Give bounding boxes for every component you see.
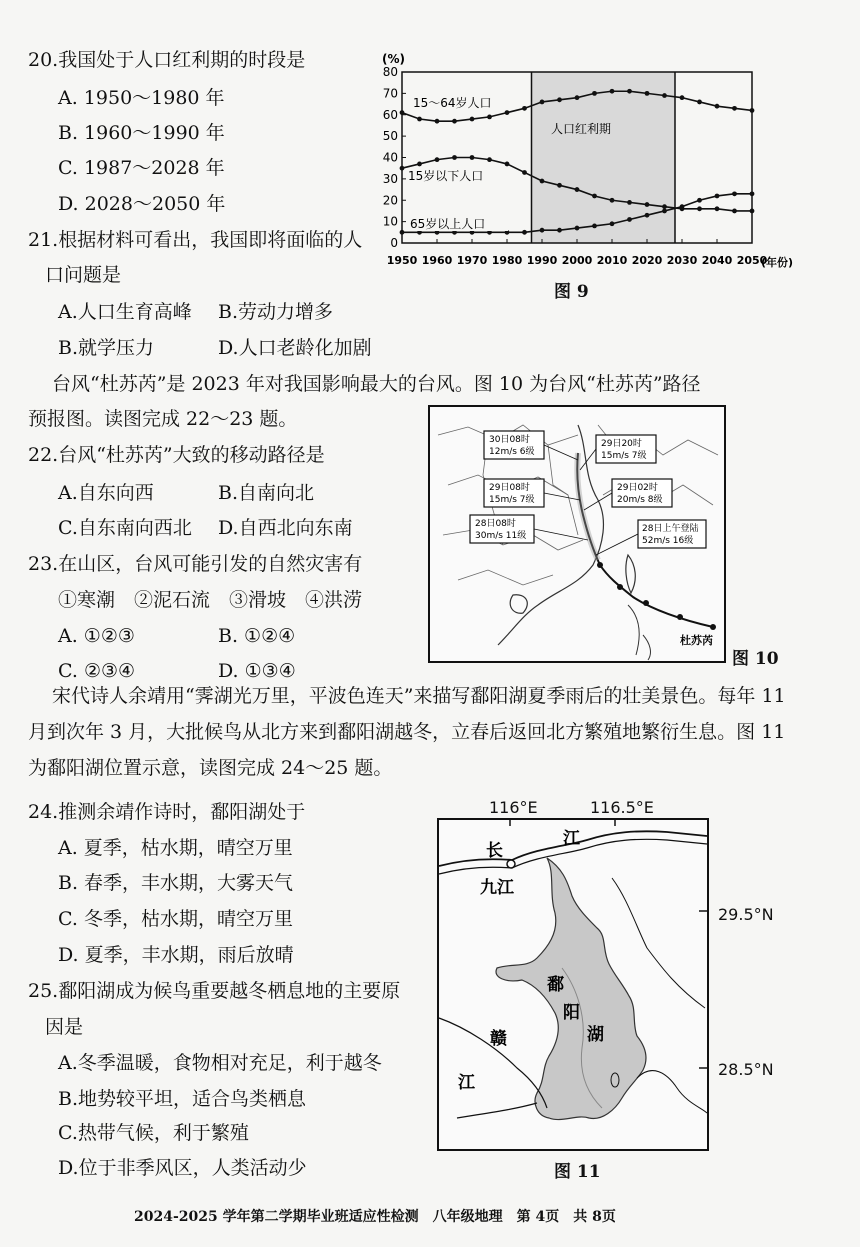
fig9-caption: 图 9: [554, 282, 589, 302]
data-point: [732, 191, 737, 196]
data-point: [540, 228, 545, 233]
data-point: [487, 157, 492, 162]
dividend-period-label: 人口红利期: [551, 122, 612, 136]
y-tick-label: 50: [382, 129, 398, 144]
data-point: [750, 108, 755, 113]
lat-label-29-5: 29.5°N: [718, 905, 774, 924]
data-point: [697, 100, 702, 105]
data-point: [697, 206, 702, 211]
y-tick-label: 10: [382, 214, 398, 229]
q20-option-c: C. 1987～2028 年: [58, 157, 225, 179]
jiujiang-city-dot: [507, 860, 515, 868]
population-age-chart: [368, 50, 804, 282]
x-tick-label: 2010: [596, 254, 628, 267]
track-box-info: 30m/s 11级: [475, 531, 527, 541]
q23-items: ①寒潮 ②泥石流 ③滑坡 ④洪涝: [58, 589, 363, 611]
fig11-caption: 图 11: [554, 1162, 601, 1182]
q22-option-c: C.自东南向西北: [58, 517, 192, 539]
track-box-time: 30日08时: [489, 435, 530, 445]
typhoon-track-map: [428, 405, 726, 663]
data-point: [417, 117, 422, 122]
lat-label-28-5: 28.5°N: [718, 1060, 774, 1079]
q24-option-a: A. 夏季，枯水期，晴空万里: [58, 837, 293, 859]
data-point: [400, 110, 405, 115]
y-tick-label: 60: [382, 107, 398, 122]
data-point: [680, 204, 685, 209]
q21-option-b: B.劳动力增多: [218, 301, 334, 323]
q24-option-c: C. 冬季，枯水期，晴空万里: [58, 908, 293, 930]
data-point: [417, 162, 422, 167]
river-char: 江: [563, 829, 580, 849]
data-point: [452, 119, 457, 124]
data-point: [592, 224, 597, 229]
data-point: [680, 95, 685, 100]
q20-option-d: D. 2028～2050 年: [58, 193, 226, 215]
q20-option-b: B. 1960～1990 年: [58, 122, 225, 144]
lake-char: 鄱: [547, 975, 564, 995]
q23-option-b: B. ①②④: [218, 625, 296, 647]
x-tick-label: 2000: [561, 254, 593, 267]
data-point: [522, 230, 527, 235]
track-box-info: 52m/s 16级: [642, 536, 694, 546]
data-point: [732, 106, 737, 111]
data-point: [662, 93, 667, 98]
data-point: [452, 155, 457, 160]
data-point: [557, 97, 562, 102]
series-label-under-15: 15岁以下人口: [408, 169, 484, 183]
data-point: [435, 119, 440, 124]
q21-option-d: D.人口老龄化加剧: [218, 337, 372, 359]
data-point: [592, 91, 597, 96]
data-point: [627, 89, 632, 94]
q21-stem: 21.根据材料可看出，我国即将面临的人: [28, 229, 363, 251]
q21-option-a: A.人口生育高峰: [58, 301, 192, 323]
data-point: [645, 202, 650, 207]
lake-char: 阳: [563, 1003, 580, 1023]
q22-stem: 22.台风“杜苏芮”大致的移动路径是: [28, 444, 325, 466]
q25-option-c: C.热带气候，利于繁殖: [58, 1122, 249, 1144]
data-point: [435, 157, 440, 162]
x-tick-label: 2020: [631, 254, 663, 267]
q24-option-b: B. 春季，丰水期，大雾天气: [58, 872, 294, 894]
track-box-time: 29日08时: [489, 483, 530, 493]
x-tick-label: 1970: [456, 254, 488, 267]
data-point: [715, 104, 720, 109]
y-tick-label: 0: [390, 236, 398, 250]
x-tick-label: 1960: [421, 254, 453, 267]
q21-option-c: B.就学压力: [58, 337, 155, 359]
series-label-15-64: 15～64岁人口: [413, 96, 492, 110]
track-box-time: 28日08时: [475, 519, 516, 529]
data-point: [505, 110, 510, 115]
passage24: 宋代诗人余靖用“霁湖光万里，平波色连天”来描写鄱阳湖夏季雨后的壮美景色。每年 11 月到次年 3 月，大批候鸟从北方来到鄱阳湖越冬，立春后返回北方繁殖地繁衍生息。图 11 为鄱阳湖位置示意，读图完成 24～25 题。: [28, 685, 786, 779]
data-point: [715, 206, 720, 211]
q25-stem-cont: 因是: [45, 1016, 84, 1038]
q22-option-b: B.自南向北: [218, 482, 315, 504]
data-point: [557, 183, 562, 188]
data-point: [662, 209, 667, 214]
river-char: 江: [458, 1073, 475, 1093]
x-tick-label: 1950: [386, 254, 418, 267]
poyang-lake-map: [437, 818, 709, 1151]
q24-stem: 24.推测余靖作诗时，鄱阳湖处于: [28, 801, 306, 823]
data-point: [540, 179, 545, 184]
y-tick-label: 30: [382, 171, 398, 186]
page-footer: 2024-2025 学年第二学期毕业班适应性检测 八年级地理 第 4页 共 8页: [134, 1209, 616, 1225]
data-point: [557, 228, 562, 233]
passage22-line1: 台风“杜苏芮”是 2023 年对我国影响最大的台风。图 10 为台风“杜苏芮”路径: [52, 373, 701, 395]
lon-label-116: 116°E: [489, 798, 538, 817]
x-tick-label: 2040: [701, 254, 733, 267]
data-point: [400, 166, 405, 171]
track-box-info: 15m/s 7级: [601, 451, 647, 461]
data-point: [715, 194, 720, 199]
data-point: [697, 198, 702, 203]
river-char: 赣: [490, 1029, 507, 1049]
data-point: [592, 194, 597, 199]
x-tick-label: 2050: [736, 254, 768, 267]
data-point: [487, 114, 492, 119]
track-box-time: 28日上午登陆: [642, 524, 699, 534]
x-tick-label: 1990: [526, 254, 558, 267]
dividend-period-region: [532, 72, 676, 243]
data-point: [750, 209, 755, 214]
data-point: [645, 213, 650, 218]
q25-option-b: B.地势较平坦，适合鸟类栖息: [58, 1088, 307, 1110]
track-box-info: 20m/s 8级: [617, 495, 663, 505]
data-point: [645, 91, 650, 96]
q25-stem: 25.鄱阳湖成为候鸟重要越冬栖息地的主要原: [28, 980, 401, 1002]
series-label-65-plus: 65岁以上人口: [410, 217, 486, 231]
y-tick-label: 80: [382, 65, 398, 79]
data-point: [575, 187, 580, 192]
data-point: [470, 117, 475, 122]
passage22-line2: 预报图。读图完成 22～23 题。: [28, 408, 298, 430]
q23-stem: 23.在山区，台风可能引发的自然灾害有: [28, 553, 363, 575]
river-char: 长: [486, 841, 503, 861]
lake-char: 湖: [587, 1025, 604, 1045]
q22-option-d: D.自西北向东南: [218, 517, 353, 539]
x-tick-label: 1980: [491, 254, 523, 267]
y-axis-unit: (%): [382, 52, 405, 66]
y-tick-label: 20: [382, 193, 398, 208]
q25-option-d: D.位于非季风区，人类活动少: [58, 1157, 307, 1179]
jiujiang-label: 九江: [480, 878, 514, 898]
q23-option-a: A. ①②③: [58, 625, 135, 647]
data-point: [662, 204, 667, 209]
data-point: [732, 209, 737, 214]
data-point: [610, 89, 615, 94]
q23-option-c: C. ②③④: [58, 660, 136, 682]
track-box-time: 29日02时: [617, 483, 658, 493]
q24-option-d: D. 夏季，丰水期，雨后放晴: [58, 944, 294, 966]
q23-option-d: D. ①③④: [218, 660, 296, 682]
data-point: [610, 198, 615, 203]
q22-option-a: A.自东向西: [58, 482, 154, 504]
data-point: [575, 226, 580, 231]
q25-option-a: A.冬季温暖，食物相对充足，利于越冬: [58, 1052, 382, 1074]
data-point: [610, 221, 615, 226]
data-point: [522, 170, 527, 175]
typhoon-name-label: 杜苏芮: [680, 634, 713, 647]
x-axis-unit: (年份): [761, 256, 794, 269]
track-box-info: 15m/s 7级: [489, 495, 535, 505]
track-box-info: 12m/s 6级: [489, 447, 535, 457]
data-point: [750, 191, 755, 196]
x-tick-label: 2030: [666, 254, 698, 267]
data-point: [627, 217, 632, 222]
y-tick-label: 40: [382, 150, 398, 165]
data-point: [627, 200, 632, 205]
y-tick-label: 70: [382, 86, 398, 101]
data-point: [522, 106, 527, 111]
fig10-caption: 图 10: [732, 649, 779, 669]
q20-stem: 20.我国处于人口红利期的时段是: [28, 49, 306, 71]
q21-stem-cont: 口问题是: [45, 264, 122, 286]
data-point: [470, 155, 475, 160]
q20-option-a: A. 1950～1980 年: [58, 87, 225, 109]
track-box-time: 29日20时: [601, 439, 642, 449]
data-point: [575, 95, 580, 100]
data-point: [540, 100, 545, 105]
lon-label-116-5: 116.5°E: [590, 798, 654, 817]
data-point: [505, 162, 510, 167]
data-point: [400, 230, 405, 235]
